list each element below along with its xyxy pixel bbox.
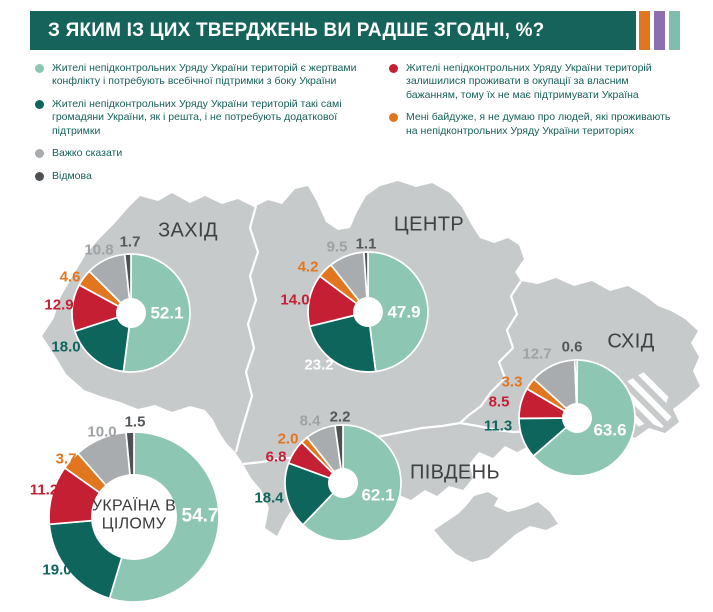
value-label-ukraina-victims: 54.7	[181, 505, 219, 527]
value-label-centr-hard_to_say: 9.5	[326, 238, 348, 256]
value-label-skhid-victims: 63.6	[593, 420, 627, 440]
donut-hole-centr	[353, 297, 383, 327]
region-label-zahid: ЗАХІД	[158, 219, 218, 242]
value-label-pivden-same_citizens: 18.4	[254, 489, 284, 507]
value-label-pivden-indifferent: 2.0	[277, 430, 299, 448]
value-label-skhid-same_citizens: 11.3	[483, 417, 513, 435]
legend-label-indifferent: Мені байдуже, я не думаю про людей, які проживають на непідконтрольних Уряду України територіях	[406, 111, 671, 137]
value-label-ukraina-same_citizens: 19.0	[42, 561, 72, 579]
donut-hole-skhid	[562, 403, 592, 433]
value-label-ukraina-hard_to_say: 10.0	[87, 423, 117, 441]
page-title: З ЯКИМ ІЗ ЦИХ ТВЕРДЖЕНЬ ВИ РАДШЕ ЗГОДНІ, %?	[48, 19, 545, 41]
legend-label-hard-to-say: Важко сказати	[52, 147, 123, 160]
value-label-ukraina-indifferent: 3.7	[55, 450, 77, 468]
value-label-skhid-indifferent: 3.3	[501, 373, 523, 391]
value-label-skhid-refusal: 0.6	[561, 338, 583, 356]
value-label-centr-same_citizens: 23.2	[304, 356, 334, 374]
value-label-zahid-indifferent: 4.6	[59, 268, 81, 286]
donut-hole-zahid	[116, 298, 146, 328]
value-label-zahid-hard_to_say: 10.8	[84, 241, 114, 259]
value-label-centr-own_choice: 14.0	[280, 291, 310, 309]
value-label-ukraina-refusal: 1.5	[124, 413, 146, 431]
legend-label-own-choice: Жителі непідконтрольних Уряду України територій залишилися проживати в окупації за власним бажанням, тому їх не має підтримувати Україна	[406, 62, 652, 101]
region-label-centr: ЦЕНТР	[393, 213, 465, 236]
value-label-skhid-own_choice: 8.5	[488, 393, 510, 411]
legend-label-same-citizens: Жителі непідконтрольних Уряду України територій такі самі громадяни України, як і решта, і не потребують додаткової підтримки	[52, 97, 342, 137]
value-label-zahid-same_citizens: 18.0	[51, 338, 81, 356]
value-label-pivden-hard_to_say: 8.4	[299, 412, 321, 430]
region-label-skhid: СХІД	[607, 330, 655, 353]
legend-label-victims: Жителі непідконтрольних Уряду України територій є жертвами конфлікту і потребують всебічної підтримки з боку України	[52, 62, 357, 88]
value-label-pivden-refusal: 2.2	[329, 408, 351, 426]
value-label-pivden-own_choice: 6.8	[265, 448, 287, 466]
donut-hole-pivden	[328, 468, 358, 498]
value-label-pivden-victims: 62.1	[361, 485, 395, 505]
value-label-zahid-refusal: 1.7	[119, 233, 141, 251]
legend-label-refusal: Відмова	[52, 169, 92, 182]
value-label-centr-victims: 47.9	[387, 302, 421, 322]
value-label-ukraina-own_choice: 11.2	[29, 481, 59, 499]
value-label-centr-refusal: 1.1	[355, 235, 377, 253]
value-label-centr-indifferent: 4.2	[297, 258, 319, 276]
value-label-zahid-own_choice: 12.9	[44, 296, 74, 314]
value-label-skhid-hard_to_say: 12.7	[522, 345, 552, 363]
region-label-pivden: ПІВДЕНЬ	[409, 461, 501, 484]
value-label-zahid-victims: 52.1	[150, 303, 184, 323]
map-crimea	[434, 492, 558, 562]
region-label-ukraina-total: УКРАЇНА В ЦІЛОМУ	[91, 497, 177, 533]
